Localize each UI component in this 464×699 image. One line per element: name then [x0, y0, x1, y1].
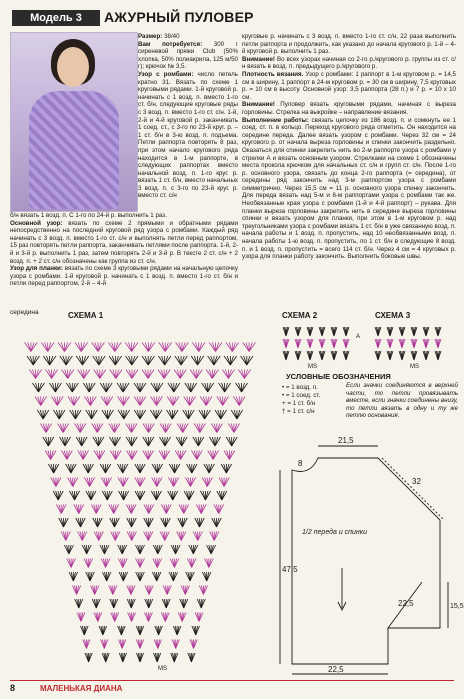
stitch-mark	[118, 410, 124, 419]
stitch-mark	[159, 343, 165, 352]
stitch-mark	[57, 397, 63, 406]
dim-label: 47,5	[282, 565, 298, 574]
stitch-mark	[117, 383, 123, 392]
legend-item: + = 1 ст. б/н	[282, 400, 316, 407]
chain-icon: •	[282, 384, 286, 391]
stitch-mark	[224, 356, 230, 365]
stitch-mark	[84, 370, 90, 379]
stitch-mark	[190, 397, 196, 406]
scheme2-row-a: A	[356, 334, 361, 340]
stitch-mark	[165, 356, 171, 365]
scheme2-chart	[278, 320, 364, 370]
stitch-mark	[202, 383, 208, 392]
stitch-mark	[180, 370, 186, 379]
stitch-mark	[115, 343, 121, 352]
slip-stitch-icon: •	[282, 392, 286, 399]
stitch-mark	[244, 370, 250, 379]
stitch-mark	[190, 370, 196, 379]
pattern-label: Узор с ромбами:	[138, 70, 194, 78]
stitch-mark	[157, 397, 163, 406]
stitch-mark	[70, 410, 76, 419]
stitch-mark	[184, 397, 190, 406]
stitch-mark	[132, 356, 138, 365]
model-photo	[10, 32, 138, 212]
legend-title: УСЛОВНЫЕ ОБОЗНАЧЕНИЯ	[286, 372, 391, 381]
work-label: Выполнение работы:	[242, 116, 309, 124]
stitch-mark	[191, 383, 197, 392]
stitch-mark	[99, 356, 105, 365]
stitch-mark	[115, 356, 121, 365]
stitch-mark	[222, 370, 228, 379]
size-label: Размер:	[138, 33, 163, 40]
stitch-mark	[199, 343, 205, 352]
stitch-mark	[132, 343, 138, 352]
single-crochet-icon: +	[282, 400, 288, 407]
stitch-mark	[174, 383, 180, 392]
edge-pattern-label: Узор для планки:	[10, 265, 63, 273]
stitch-mark	[43, 356, 49, 365]
stitch-mark	[68, 397, 74, 406]
stitch-mark	[219, 383, 225, 392]
stitch-mark	[75, 424, 81, 433]
scheme3-title: СХЕМА 3	[375, 311, 411, 320]
stitch-mark	[182, 343, 188, 352]
stitch-mark	[92, 410, 98, 419]
legend-note: Если значки соединяются в верхней части, то петли провязывать вместе, если значки соединены внизу, то петли вязать в одну и ту же петлю основания.	[346, 382, 458, 420]
stitch-mark	[100, 383, 106, 392]
stitch-mark	[168, 383, 174, 392]
footer-rule	[10, 680, 454, 681]
stitch-mark	[247, 356, 253, 365]
stitch-mark	[134, 383, 140, 392]
density-text: Узор с ромбами: 1 раппорт в 1-м круговом р. = 14,5 см в ширину, 1 раппорт в 24-м круговом р. = 30 см в ширину, 7,5 круговых р. = 10 см в высоту. Основной узор: 3,5 раппорта (28 п.) и 7 р. = 10 х 10 см.	[242, 70, 456, 101]
seredina-label: середина	[10, 309, 39, 316]
stitch-mark	[188, 410, 194, 419]
stitch-mark	[126, 424, 132, 433]
stitch-mark	[124, 410, 130, 419]
stitch-mark	[214, 356, 220, 365]
stitch-mark	[143, 424, 149, 433]
scheme3-ms-label: MS	[410, 364, 419, 370]
stitch-mark	[237, 410, 243, 419]
dim-label: 8	[298, 459, 303, 468]
stitch-mark	[75, 343, 81, 352]
stitch-mark	[85, 397, 91, 406]
edge-continued: круговые р. начинать с 3 возд. п. вместо 1-го ст. с/н, 22 раза выполнить петли раппорта и продолжить, как указано до начала кругового р. 1-й – 4-й круговой р. выполнить 1 раз.	[242, 33, 456, 56]
stitch-mark	[231, 410, 237, 419]
size-value: 38/40	[164, 33, 180, 40]
stitch-mark	[205, 410, 211, 419]
density-label: Плотность вязания.	[242, 70, 304, 78]
stitch-mark	[86, 410, 92, 419]
base-pattern-label: Основной узор:	[10, 219, 63, 227]
stitch-mark	[226, 343, 232, 352]
stitch-mark	[148, 356, 154, 365]
stitch-mark	[126, 356, 132, 365]
stitch-mark	[35, 397, 41, 406]
stitch-mark	[148, 343, 154, 352]
stitch-mark	[134, 397, 140, 406]
stitch-mark	[148, 370, 154, 379]
stitch-mark	[225, 383, 231, 392]
stitch-mark	[51, 397, 57, 406]
stitch-mark	[46, 424, 52, 433]
stitch-mark	[236, 383, 242, 392]
pattern-piece-label: 1/2 переда и спинки	[302, 529, 367, 536]
stitch-mark	[27, 356, 33, 365]
stitch-mark	[60, 356, 66, 365]
stitch-mark	[200, 424, 206, 433]
magazine-name: МАЛЕНЬКАЯ ДИАНА	[40, 684, 123, 693]
stitch-mark	[241, 356, 247, 365]
stitch-mark	[78, 370, 84, 379]
stitch-mark	[140, 410, 146, 419]
stitch-mark	[209, 343, 215, 352]
stitch-mark	[92, 343, 98, 352]
stitch-mark	[233, 397, 239, 406]
stitch-mark	[102, 410, 108, 419]
stitch-mark	[142, 356, 148, 365]
legend-item: • = 1 соед. ст.	[282, 392, 321, 399]
stitch-mark	[75, 410, 81, 419]
stitch-mark	[108, 410, 114, 419]
dim-label: 22,5	[328, 665, 344, 674]
stitch-mark	[160, 424, 166, 433]
stitch-mark	[156, 410, 162, 419]
stitch-mark	[199, 410, 205, 419]
stitch-mark	[151, 397, 157, 406]
stitch-mark	[55, 383, 61, 392]
stitch-mark	[183, 424, 189, 433]
stitch-mark	[109, 424, 115, 433]
stitch-mark	[68, 370, 74, 379]
stitch-mark	[175, 356, 181, 365]
stitch-mark	[32, 383, 38, 392]
note2-text: Пуловер вязать круговыми рядами, начиная с выреза горловины. Стрелка на выкройке – направление вязания.	[242, 101, 456, 116]
stitch-mark	[52, 370, 58, 379]
stitch-mark	[177, 424, 183, 433]
stitch-mark	[239, 397, 245, 406]
stitch-mark	[59, 410, 65, 419]
stitch-mark	[217, 424, 223, 433]
legend-list	[282, 384, 346, 416]
page-title: АЖУРНЫЙ ПУЛОВЕР	[104, 9, 254, 25]
stitch-mark	[198, 356, 204, 365]
stitch-mark	[228, 424, 234, 433]
stitch-mark	[181, 356, 187, 365]
stitch-mark	[43, 410, 49, 419]
stitch-mark	[212, 370, 218, 379]
stitch-mark	[206, 370, 212, 379]
stitch-mark	[249, 343, 255, 352]
stitch-mark	[36, 370, 42, 379]
stitch-mark	[101, 397, 107, 406]
base-pattern-text: вязать по схеме 2 прямыми и обратными рядами непосредственно на последний круговой ряд узора с ромбами. Каждый ряд начинать с 3 возд. п. вместо 1-го ст. с/н и выполнять петли перед раппортом, 15 раз повторять петли раппорта, заканчивать петлями после раппорта. 1-й, 2-й и 3-й р. выполнить 1 раз, затем повторять 2-й и 3-й р. В тексте 2 ст. с/н + 2 возд. п. + 2 ст. с/н обозначены как группа из ст. с/н.	[10, 219, 239, 265]
stitch-mark	[98, 343, 104, 352]
materials-text: 300 г сиреневой пряжи Club (50% хлопка, 50% полиакрила, 125 м/50 г); крючок № 3,5.	[138, 40, 238, 71]
stitch-mark	[37, 410, 43, 419]
stitch-mark	[183, 410, 189, 419]
stitch-mark	[57, 424, 63, 433]
stitch-mark	[25, 343, 31, 352]
stitch-mark	[174, 370, 180, 379]
stitch-mark	[230, 356, 236, 365]
stitch-mark	[114, 424, 120, 433]
stitch-mark	[92, 424, 98, 433]
stitch-mark	[228, 370, 234, 379]
stitch-mark	[126, 370, 132, 379]
pattern-text: число петель кратно 31. Вязать по схеме 1 круговыми рядами. 1-й круговой р. начинать с 1 возд. п. вместо 1-го ст. б/н, следующие круговые ряды с 3 возд. п. вместо 1-го ст. с/н. 1-й, 2-й и 4-й круговой р. заканчивать 1 соед. ст., с 3-го по 23-й круг. р. – 1 ст. б/н в 3-ю возд. п. подъема. Петли раппорта повторять 8 раз, при этом начало кругового ряда находится в 1-м раппорте, в следующих раппортах вместо начальной возд. п. 1-го круг. р. вязать 1 ст. б/н, вместо начальных 3 возд. п. с 3-го по 23-й круг. р. вместо ст. с/н	[138, 70, 238, 200]
scheme1-title: СХЕМА 1	[68, 311, 104, 320]
page-number: 8	[10, 683, 16, 693]
stitch-mark	[72, 383, 78, 392]
legend-item: • = 1 возд. п.	[282, 384, 318, 391]
scheme2-ms-label: MS	[308, 364, 317, 370]
stitch-mark	[83, 356, 89, 365]
model-tag: Модель 3	[12, 10, 100, 26]
work-text: связать цепочку из 186 возд. п. и сомкнуть ее 1 соед. ст. п. в кольцо. Переход кругового ряда отметить. Он находится на середине переда. Далее вязать узором с ромбами. Через 32 см = 24 кругового р. от начала выреза горловины и спинки закончить раздельно. Оказаться для спинки закрепить нить во 2-м раппорте узора с ромбами у стрелки А и вязать основным узором. Стрелками на схеме 1 обозначены места прокола крючком для начальных ст. с/н и групп ст. с/н. После 1-го р. основного узора, связать до конца 2-го раппорта (= середина), от середины ряд закончить над 3-м раппортом узора с ромбами симметрично. Через 15,5 см = 11 р. основного узора спинку закончить. Для переда вязать над 5-м и 6-м раппортами узора с ромбами так же. Необвязанные края узора с ромбами (1-й и 4-й раппорт) – рукава. Для планки выреза горловины закрепить нить в середине выреза горловины спинки и вязать узором для планки, при этом в 1-м круговом р. над треугольниками узора с ромбами вязать 1 ст. б/н в уже связанную возд. п. начала работы и 1 возд. п. пропустить, над 10 необвязанными возд. п. начала работы 1-ю возд. п. пропустить, по 1 ст. б/н в следующие 8 возд. п. и 1 возд. п. пропустить = всего 114 ст. б/н. Через 4 см = 4 круговых р. узора для планки работу закончить. Выполнить боковые швы.	[242, 116, 456, 261]
stitch-mark	[29, 370, 35, 379]
stitch-mark	[149, 424, 155, 433]
legend-item: † = 1 ст. с/н	[282, 408, 315, 415]
continued-text: б/н вязать 1 возд. п. С 1-го по 24-й р. выполнить 1 раз.	[10, 212, 167, 219]
stitch-mark	[49, 383, 55, 392]
stitch-mark	[76, 356, 82, 365]
pattern-outline	[292, 458, 440, 664]
stitch-mark	[176, 343, 182, 352]
dim-label: 32	[412, 477, 421, 486]
materials-label: Вам потребуется:	[138, 40, 203, 48]
stitch-mark	[185, 383, 191, 392]
stitch-mark	[41, 343, 47, 352]
stitch-mark	[200, 397, 206, 406]
stitch-mark	[66, 383, 72, 392]
stitch-mark	[63, 424, 69, 433]
edge-pattern-text: вязать по схеме 3 круговыми рядами на начальную цепочку узора с ромбами. 1-й круговой р. начинать с 1 возд. п. вместо 1-го ст. б/н и петли перед раппортом, 2-й – 4-й	[10, 265, 238, 288]
stitch-mark	[62, 370, 68, 379]
stitch-mark	[83, 383, 89, 392]
stitch-mark	[89, 383, 95, 392]
dim-line	[382, 458, 444, 520]
stitch-mark	[134, 410, 140, 419]
stitch-mark	[45, 370, 51, 379]
stitch-mark	[165, 343, 171, 352]
stitch-mark	[110, 370, 116, 379]
stitch-mark	[167, 397, 173, 406]
stitch-mark	[164, 370, 170, 379]
stitch-mark	[40, 424, 46, 433]
stitch-mark	[132, 370, 138, 379]
stitch-mark	[94, 370, 100, 379]
stitch-mark	[234, 424, 240, 433]
stitch-mark	[116, 370, 122, 379]
stitch-mark	[158, 356, 164, 365]
stitch-mark	[33, 356, 39, 365]
stitch-mark	[191, 356, 197, 365]
stitch-mark	[90, 397, 96, 406]
materials-block	[138, 33, 238, 200]
stitch-mark	[107, 397, 113, 406]
stitch-mark	[173, 397, 179, 406]
stitch-mark	[131, 424, 137, 433]
stitch-mark	[118, 397, 124, 406]
base-pattern-block	[10, 212, 238, 288]
stitch-mark	[108, 343, 114, 352]
stitch-mark	[106, 383, 112, 392]
scheme1-chart	[8, 322, 272, 674]
stitch-mark	[53, 410, 59, 419]
stitch-mark	[142, 343, 148, 352]
stitch-mark	[140, 383, 146, 392]
stitch-mark	[215, 410, 221, 419]
stitch-mark	[58, 343, 64, 352]
double-crochet-icon: †	[282, 408, 288, 415]
stitch-mark	[150, 410, 156, 419]
dim-label: 22,5	[398, 599, 414, 608]
note2-label: Внимание!	[242, 101, 275, 109]
stitch-mark	[242, 383, 248, 392]
stitch-mark	[142, 370, 148, 379]
stitch-mark	[158, 370, 164, 379]
stitch-mark	[123, 397, 129, 406]
pattern-piece	[272, 428, 464, 678]
stitch-mark	[41, 397, 47, 406]
stitch-mark	[48, 343, 54, 352]
stitch-mark	[243, 343, 249, 352]
stitch-mark	[151, 383, 157, 392]
stitch-mark	[125, 343, 131, 352]
stitch-mark	[208, 356, 214, 365]
stitch-mark	[217, 397, 223, 406]
dim-label: 15,5	[450, 603, 464, 610]
stitch-mark	[166, 424, 172, 433]
stitch-mark	[109, 356, 115, 365]
stitch-mark	[64, 343, 70, 352]
stitch-mark	[80, 424, 86, 433]
stitch-mark	[100, 370, 106, 379]
dim-label: 21,5	[338, 436, 354, 445]
stitch-mark	[50, 356, 56, 365]
stitch-mark	[208, 383, 214, 392]
stitch-mark	[172, 410, 178, 419]
stitch-mark	[216, 343, 222, 352]
stitch-mark	[74, 397, 80, 406]
scheme1-ms-label: MS	[158, 666, 167, 672]
stitch-mark	[97, 424, 103, 433]
stitch-mark	[194, 424, 200, 433]
stitch-mark	[223, 397, 229, 406]
stitch-mark	[66, 356, 72, 365]
stitch-mark	[192, 343, 198, 352]
stitch-mark	[38, 383, 44, 392]
stitch-mark	[221, 410, 227, 419]
stitch-mark	[81, 343, 87, 352]
stitch-mark	[232, 343, 238, 352]
instructions-block	[242, 33, 456, 261]
note1-label: Внимание!	[242, 55, 275, 63]
scheme2-title: СХЕМА 2	[282, 311, 318, 320]
note1-text: Во всех узорах начиная со 2-го р./кругового р. группы из ст. с/н вязать в возд. п. предыдущего р./кругового р.	[242, 55, 456, 71]
stitch-mark	[206, 397, 212, 406]
stitch-mark	[238, 370, 244, 379]
stitch-mark	[157, 383, 163, 392]
stitch-mark	[140, 397, 146, 406]
stitch-mark	[93, 356, 99, 365]
stitch-mark	[123, 383, 129, 392]
stitch-mark	[31, 343, 37, 352]
stitch-mark	[196, 370, 202, 379]
scheme3-chart	[370, 320, 456, 370]
stitch-mark	[167, 410, 173, 419]
stitch-mark	[211, 424, 217, 433]
